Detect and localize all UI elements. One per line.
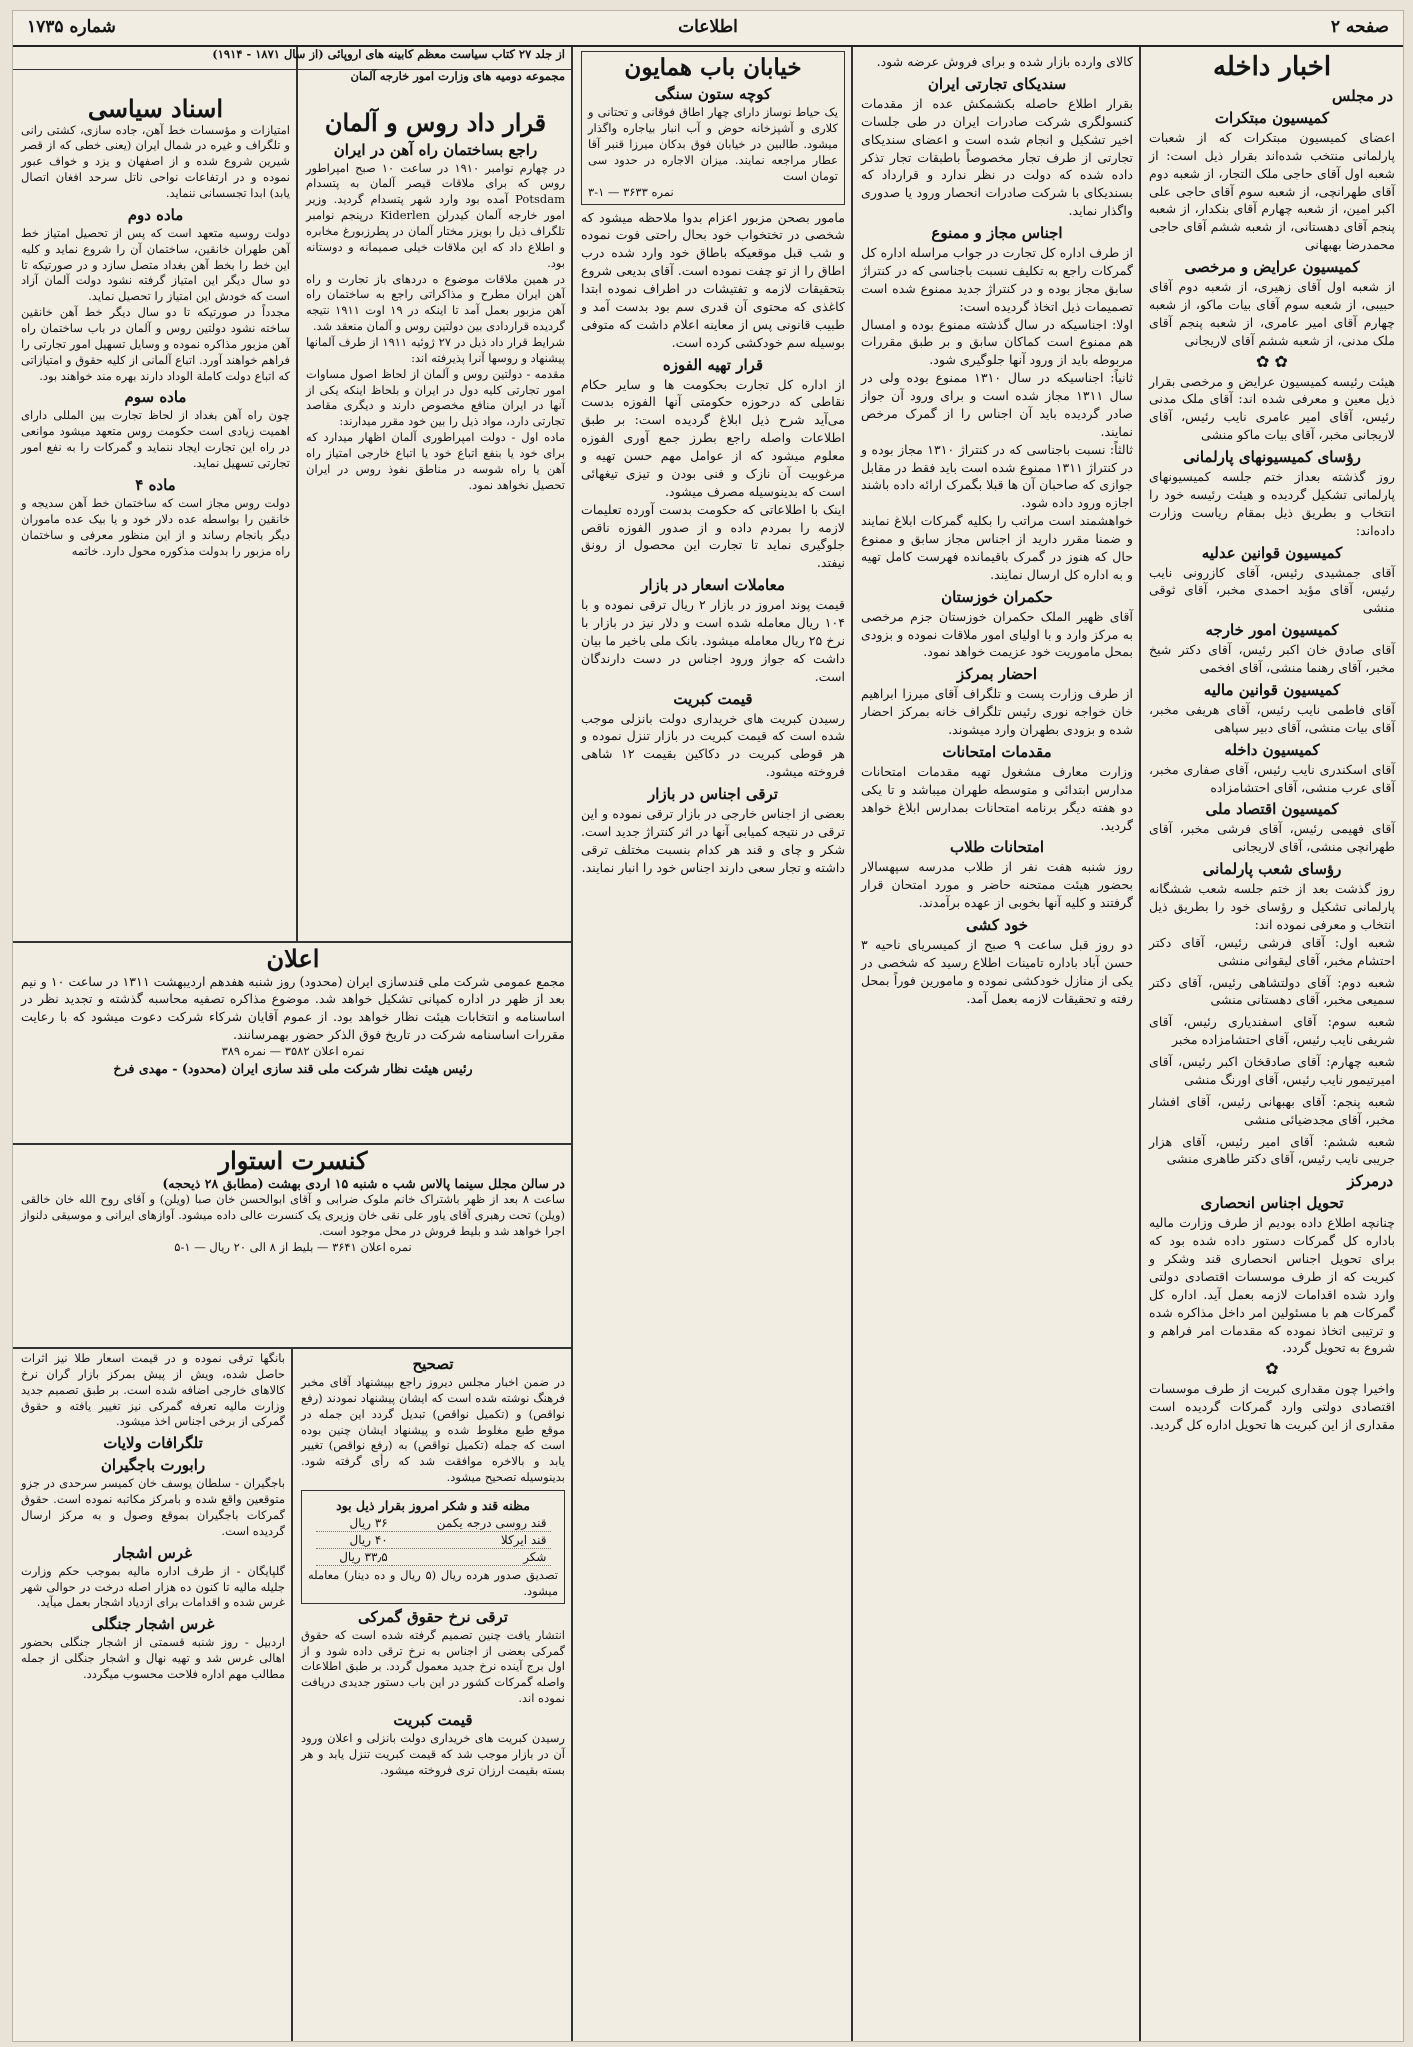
paragraph: باجگیران - سلطان یوسف خان کمیسر سرحدی در جزو متوقعین واقع شده و بامرکز مکاتبه نموده است. حقوق گمرکات باجگیران بموقع وصول و به مرکز ارسال گردیده است. [21,1476,285,1538]
list-item: شعبه پنجم: آقای بهبهانی رئیس، آقای افشار مخبر، آقای مجدضیائی منشی [1149,1093,1395,1127]
paragraph: ثالثاً: نسبت باجناسی که در کنتراژ ۱۳۱۰ مجاز بوده و در کنتراژ ۱۳۱۱ ممنوع شده است باید فقط در مقابل جوازی که صاحبان آن ها قبلا بگمرک ارائه داده باشند اجازه ورود داده شود. [861,441,1133,511]
notice-body: مجمع عمومی شرکت ملی قندسازی ایران (محدود) روز شنبه هفدهم اردیبهشت ۱۳۱۱ در ساعت ۱۰ و نیم بعد از ظهر در اداره کمپانی تشکیل خواهد شد. موضوع مذاکره تصفیه محاسبه گذشته و تجدید نظر در اساسنامه و انتخابات هیئت نظار خواهد بود. از عموم آقایان شرکاء شرکت دعوت میشود که با رعایت مقررات اساسنامه شرکت در تاریخ فوق الذکر حضور بهمرسانند. [21,973,565,1043]
house-rent-ad [581,51,845,205]
notice-sugar-company [15,945,571,1141]
paragraph: واخیرا چون مقداری کبریت از طرف موسسات اقتصادی دولتی وارد گمرکات گردیده است مقداری از این کبریت ها تحویل اداره کل گردید. [1149,1381,1395,1433]
paragraph: بقرار اطلاع حاصله بکشمکش عده از مقدمات کنسولگری شرکت صادرات ایران در طی جلسات اخیر تشکیل و انجام شده است و اعضای سندیکای تجارتی از طرف تجار مخصوصاً باطبقات تجار تذکر داده شده که دولت در نظر ندارد و قرارداد که بسندیکای با شرکت صادرات انحصار ورود یا صدوری واگذار نماید. [861,95,1133,219]
column-rule [291,1349,293,2041]
list-item: شعبه دوم: آقای دولتشاهی رئیس، آقای دکتر سمیعی مخبر، آقای دهستانی منشی [1149,974,1395,1008]
paragraph: آقای صادق خان اکبر رئیس، آقای دکتر شیخ مخبر، آقای رهنما منشی، آقای افخمی [1149,642,1395,676]
heading: کمیسیون عرایض و مرخصی [1184,258,1360,277]
heading: خود کشی [966,916,1028,934]
heading: احضار بمرکز [956,665,1038,684]
list-item: شعبه ششم: آقای امیر رئیس، آقای هزار جریبی نایب رئیس، آقای دکتر طاهری منشی [1149,1133,1395,1167]
heading: کمیسیون امور خارجه [1205,621,1339,640]
paragraph: آقای فاطمی نایب رئیس، آقای هریفی مخبر، آقای بیات منشی، آقای دبیر سپاهی [1149,701,1395,735]
heading: کمیسیون اقتصاد ملی [1205,800,1339,819]
paragraph: دولت روسیه متعهد است که پس از تحصیل امتیاز خط آهن طهران خانقین، ساختمان آن را شروع نماید و کلیه این خط را بخط آهن بغداد متصل سازد و در صورتیکه تا دو سال دیگر این امتیاز گرفته نشود دولت آلمان آزاد است که خودش این امتیاز را تحصیل نماید. [21,225,290,304]
paragraph: خواهشمند است مراتب را بکلیه گمرکات ابلاغ نمایند و ضمنا مقرر دارید از اجناس مجاز سابق و ممنوع حال که هنوز در گمرک باقیمانده فهرست کامل تهیه و به اداره کل ارسال نمایند. [861,513,1133,582]
list-item: شعبه چهارم: آقای صادقخان اکبر رئیس، آقای امیرتیمور نایب رئیس، آقای اورنگ منشی [1149,1054,1395,1087]
paragraph: قیمت پوند امروز در بازار ۲ ریال ترقی نموده و با ۱۰۴ ریال معامله شده است و دلار نیز در بازار با نرخ ۲۵ ریال معامله میشود. بانک ملی باخیر ما بیان داشت که جواز ورود اجناس در دست دارندگان است. [581,597,845,684]
ornament-icon: ✿ ✿ [1256,351,1288,371]
heading: غرس اشجار [114,1543,192,1562]
paragraph: اینک با اطلاعاتی که حکومت بدست آورده تعلیمات لازمه را بمردم داده و از صدور الفوزه ناقص جلوگیری نماید تا تجارت این محصول از رونق نیفتد. [581,501,845,571]
section-rule [13,1143,571,1145]
paragraph: انتشار یافت چنین تصمیم گرفته شده است که حقوق گمرکی بعضی از اجناس به نرخ ترقی داده شود و از اول برج آینده نرخ جدید معمول گردد. بر طبق اطلاعات واصله گمرکات کشور در این باب دستور جدیدی دریافت نموده اند. [301,1627,565,1706]
paragraph: آقای جمشیدی رئیس، آقای کازرونی نایب رئیس، آقای مؤید احمدی مخبر، آقای ثوقی منشی [1149,564,1395,616]
price-table [316,1515,551,1566]
newspaper-page [12,10,1404,2042]
heading: رؤسای شعب پارلمانی [1202,860,1342,879]
concert-body: ساعت ۸ بعد از ظهر باشتراک خانم ملوک ضرابی و آقای ابوالحسن خان صبا (ویلن) و آقای روح الله خان خالقی (ویلن) تحت رهبری آقای یاور علی نقی خان وزیری یک کنسرت عالی داده میشود. آوازهای ایرانی و موسیقی دلنواز اجرا خواهد شد و بلیط فروش در محل موجود است. [21,1192,566,1239]
paragraph: بعضی از اجناس خارجی در بازار ترقی نموده و این ترقی در نتیجه کمیابی آنها در اثر کنتراژ جدید است. شکر و چای و قند هر کدام بنسبت مختلف ترقی داشته و تجار سعی دارند اجناس خود را انبار نمایند. [581,806,845,875]
paper-name: اطلاعات [678,17,738,37]
paragraph: از اداره کل تجارت بحکومت ها و سایر حکام نقاطی که درحوزه حکومتی آنها الفوزه بدست می‌آید شرح ذیل ابلاغ گردیده است: بر طبق اطلاعات واصله راجع بطرز جمع آوری الفوزه معلوم میشود که از عوامل مهم حسن تهیه و مرغوبیت آن نازک و فنی بودن و تیزی تیغهائی است که بدینوسیله مصرف میشود. [581,376,845,499]
ad-body: یک حیاط نوساز دارای چهار اطاق فوقانی و تحتانی و کلاری و آشپزخانه حوض و آب انبار بیاجاره واگذار میشود. طالبین در خیابان فوق بدکان میرزا قنبر آقا عطار مراجعه نمایند. میزان الاجاره در حدود سی تومان است [588,105,838,183]
heading: تصحیح [412,1355,454,1373]
paragraph: از طرف وزارت پست و تلگراف آقای میرزا ابراهیم خان خواجه نوری رئیس تلگراف خانه بمرکز احضار شده و بزودی بطهران وارد میشوند. [861,686,1133,737]
paragraph: آقای فهیمی رئیس، آقای فرشی مخبر، آقای طهرانچی منشی، آقای لاریجانی [1149,821,1395,855]
paragraph: در چهارم نوامبر ۱۹۱۰ در ساعت ۱۰ صبح امپراطور روس که برای ملاقات قیصر آلمان به پتسدام Potsdam آمده بود وارد شهر پتسدام گردید. وزیر امور خارجه آلمان کیدرلن Kiderlen درپنجم نوامبر تلگراف ذیل را بویزر مختار آلمان در پطرزبورغ مخابره و اطلاع داد که این ملاقات خیلی صمیمانه و دوستانه بود. [306,160,566,270]
heading: ماده سوم [124,388,187,407]
paragraph: مامور بصحن مزبور اعزام بدوا ملاحظه میشود که شخصی در تختخواب خود بحال راحتی فوت نموده و شب قبل موقعیکه باطاق خود وارد شده درب اطاق را از تو چفت نموده است. آقای بدیعی شروع بتحقیقات لازمه و تفتیشات در اطراف نموده ابتدا کاغذی که محتوی آن قدری سم بود بدست آمد و طبیب قانونی پس از معاینه اعلام داشت که متوفی بوسیله سم خودکشی کرده است. [581,209,845,350]
heading: ترقی نرخ حقوق گمرکی [358,1607,508,1626]
paragraph: آقای ظهیر الملک حکمران خوزستان جزم مرخصی به مرکز وارد و با اولیای امور ملاقات نموده و بزودی بمحل ماموریت خود عزیمت خواهد نمود. [861,608,1133,660]
paragraph: دو روز قبل ساعت ۹ صبح از کمیسریای ناحیه ۳ حسن آباد باداره تامینات اطلاع رسید که شخصی در یکی از منازل خودکشی نموده و مامورین فوراً بمحل رفته و تحقیقات لازمه بعمل آمد. [861,937,1134,1006]
column-rule [571,47,573,2041]
price-item: قند ایرکلا [392,1532,551,1549]
paragraph: وزارت معارف مشغول تهیه مقدمات امتحانات مدارس ابتدائی و متوسطه طهران میباشد و تا یکی دو هفته دیگر برنامه امتحانات بمدارس ابلاغ خواهد گردید. [861,763,1133,833]
price-box-title: مظنه قند و شکر امروز بقرار ذیل بود [336,1498,530,1514]
paragraph: بانگها ترقی نموده و در قیمت اسعار طلا نیز اثرات حاصل شده، ویش از پیش بمرکز بازار گران نرخ کالاهای خارجی اضافه شده است. بر طبق تصمیم جدید وزارت مالیه تعرفه گمرکی نیز تغییر یافته و حقوق گمرکی از برخی اجناس اخذ میشود. [21,1351,285,1429]
paragraph: چنانچه اطلاع داده بودیم از طرف وزارت مالیه باداره کل گمرکات دستور داده شده بود که برای تحویل اجناس انحصاری قند وشکر و کبریت که از طرف موسسات اقتصادی دولتی وارد شده اقدامات لازمه بعمل آید. اداره کل گمرکات هم با مسئولین امر داخل مذاکره شده و ترتیبی اتخاذ نموده که مقدمات امر فراهم و شروع به تحویل گردد. [1149,1215,1395,1356]
heading: رؤسای کمیسیونهای پارلمانی [1183,448,1361,467]
paragraph: مقدمه - دولتین روس و آلمان از لحاظ اصول مساوات امور تجارتی کلیه دول در ایران و بلحاظ اینکه یکی از آنها در ایران منافع مخصوص دارند و دیگری مقاصد تجارتی دارد، مواد ذیل را بین خود مقرر میدارند: [306,366,565,429]
paragraph: ثانیاً: اجناسیکه در سال ۱۳۱۰ ممنوع بوده ولی در سال ۱۳۱۱ مجاز شده است و برای ورود آن جواز صادر گردیده باید آن اجناس را از گمرک مرخص نمایند. [861,370,1134,439]
heading: کمیسیون قوانین عدلیه [1201,543,1343,562]
paragraph: رسیدن کبریت های خریداری دولت بانزلی موجب شده است که قیمت کبریت در بازار تنزل نموده و هر قوطی کبریت در دکاکین بقیمت ۱۲ شاهی فروخته میشود. [581,710,845,780]
paragraph: روز گذشت بعد از ختم جلسه شعب ششگانه پارلمانی تشکیل و رؤسای خود را بطریق ذیل انتخاب و معرفی نموده اند: [1149,881,1395,932]
list-item: شعبه سوم: آقای اسفندیاری رئیس، آقای شریفی نایب رئیس، آقای احتشامزاده مخبر [1149,1014,1395,1048]
table-row [316,1515,551,1532]
paragraph: روز شنبه هفت نفر از طلاب مدرسه سپهسالار بحضور هیئت ممتحنه حاضر و مورد امتحان قرار گرفتند و کلیه آنها بخوبی از عهده برآمدند. [861,859,1133,911]
series-header [13,47,571,70]
column-rule [851,47,853,2041]
heading: مقدمات امتحانات [942,742,1052,761]
series-top: از جلد ۲۷ کتاب سیاست معظم کابینه های اروپائی (از سال ۱۸۷۱ - ۱۹۱۴) [212,47,565,61]
column-provinces [15,1351,291,2041]
list-item: شعبه اول: آقای فرشی رئیس، آقای دکتر احتشام مخبر، آقای لیقوانی منشی [1149,934,1395,968]
heading: قرار تهیه الفوزه [662,355,764,374]
paragraph: از شعبه اول آقای زهیری، از شعبه دوم آقای حبیبی، از شعبه سوم آقای بیات ماکو، از شعبه چهارم آقای امیر عامری، از شعبه پنجم آقای ملک مدنی، از شعبه ششم آقای لاریجانی [1149,279,1395,348]
heading: قیمت کبریت [673,689,753,708]
price-value: ۴۰ ریال [316,1532,392,1549]
heading: سندیکای تجارتی ایران [927,74,1067,93]
article-title: اسناد سیاسی [87,94,224,123]
paragraph: ماده اول - دولت امپراطوری آلمان اظهار میدارد که برای خود یا بنفع اتباع خود یا اتباع خارجی امتیاز راه آهن یا راه شوسه در مناطق نفوذ روس در ایران تحصیل نخواهد نمود. [306,430,565,492]
heading: قیمت کبریت [393,1711,473,1730]
series-label: مجموعه دومیه های وزارت امور خارجه آلمان [350,69,565,83]
paragraph: دولت روس مجاز است که ساختمان خط آهن سدیجه و خانقین را بواسطه عده دلار خود و یا بیک عده ماموران دیگر بانجام رساند و از این منظور معرفی و ساختمان راه مزبور را بدولت مذکوره محول دارد. خاتمه [21,495,290,558]
column-rule [1139,47,1141,2041]
heading: غرس اشجار جنگلی [91,1615,215,1634]
paragraph: گلپایگان - از طرف اداره مالیه بموجب حکم وزارت جلیله مالیه تا کنون ده هزار اصله درخت در حوالی شهر غرس شده و اقدامات برای ازدیاد اشجار بعمل میآید. [21,1563,285,1610]
paragraph: کالای وارده بازار شده و برای فروش عرضه شود. [876,54,1133,69]
branch-list [1149,934,1395,1169]
heading: کمیسیون قوانین مالیه [1203,680,1341,699]
paragraph: در همین ملاقات موضوع ه دردهای باز تجارت و راه آهن ایران مطرح و مذاکراتی راجع به ساختمان راه آهن مزبور بعمل آمد تا اینکه در ۱۹ اوت ۱۹۱۱ نتیجه گردیده قراردادی بین دولتین روس و آلمان منعقد شد. [306,271,566,334]
paragraph: چون راه آهن بغداد از لحاظ تجارت بین المللی دارای اهمیت زیادی است حکومت روس متعهد میشود موانعی در راه این تجارت ایجاد ننماید و گمرکات را به نفع امور تجارتی تسهیل نماید. [21,408,290,471]
column-correction-prices [295,1351,571,2041]
column-trade-news [855,47,1139,2041]
section-title: اخبار داخله [1212,52,1332,82]
heading: رابورت باجگیران [100,1456,206,1475]
masthead [13,11,1403,47]
ad-subtitle: کوچه ستون سنگی [654,85,772,104]
table-row [316,1532,551,1549]
concert-lead: در سالن مجلل سینما پالاس شب ه شنبه ۱۵ اردی بهشت (مطابق ۲۸ ذیحجه) [162,1175,565,1191]
ornament-icon: ✿ [1265,1359,1279,1379]
column-political-documents [15,91,296,941]
heading: حکمران خوزستان [941,587,1053,606]
heading: ترقی اجناس در بازار [648,785,778,804]
paragraph: امتیازات و مؤسسات خط آهن، جاده سازی، کشتی رانی و تلگراف و غیره در شمال ایران (یعنی خطی که از قصر شیرین شروع شده و از اصفهان و یزد و خواف عبور نموده و در ارتفاعات نواحی ناتل سرحد افغان اتصال یابد) ابدا تجسسانی ننماید. [21,122,290,201]
issue-label: شماره ۱۷۳۵ [27,17,116,37]
series-label-row [13,69,571,89]
ad-number: نمره ۳۶۳۳ — ۱-۳ [588,184,674,199]
paragraph: هیئت رئیسه کمیسیون عرایض و مرخصی بقرار ذیل معین و معرفی شده اند: آقای ملک مدنی رئیس، آقای امیر عامری نایب رئیس، آقای لاریجانی مخبر، آقای بیات ماکو منشی [1149,373,1395,443]
heading: ماده دوم [127,205,184,224]
notice-title: اعلان [266,945,320,973]
paragraph: اولا: اجناسیکه در سال گذشته ممنوع بوده و امسال هم ممنوع است کماکان سابق و بر طبق مقررات مربوطه باید از ورود آنها جلوگیری شود. [861,316,1133,368]
section-rule [13,941,571,943]
paragraph: از طرف اداره کل تجارت در جواب مراسله اداره کل گمرکات راجع به تکلیف نسبت باجناسی که در کنتراژ سابق مجاز بوده و در کنتراژ جدید ممنوع شده است تصمیمات ذیل اتخاذ گردیده است: [861,245,1133,314]
paragraph: در ضمن اخبار مجلس دیروز راجع بپیشنهاد آقای مخبر فرهنگ نوشته شده است که ایشان پیشنهاد نمودند (رفع نواقص) و (تکمیل نواقص) تبدیل گردد این جمله در موقع طبع مغلوط شده و پیشنهاد ایشان چنین بوده است که جمله (تکمیل نواقص) به (رفع نواقص) تغییر یابد و بالاخره موافقت شد که رأی گرفته شود. بدینوسیله تصحیح میشود. [301,1375,565,1485]
column-internal-news [1143,47,1401,2041]
paragraph: مجدداً در صورتیکه تا دو سال دیگر خط آهن خانقین ساخته نشود دولتین روس و آلمان در باب ساختمان راه آهن مزبور مذاکره نموده و وسایل تسهیل امور تجارتی را فراهم خواهند آورد. اتباع آلمانی از کلیه حقوق و امتیازاتی که اتباع دولت کاملة الوداد دارند بهره مند خواهند بود. [21,305,290,383]
column-rule [296,47,298,941]
concert-title: کنسرت استوار [218,1147,368,1175]
paragraph: رسیدن کبریت های خریداری دولت بانزلی و اعلان ورود آن در بازار موجب شد که قیمت کبریت تنزل یابد و هر بسته بقیمت ارزان تری فروخته میشود. [301,1731,565,1777]
heading: درمرکز [1347,1172,1393,1191]
article-subtitle: راجع بساختمان راه آهن در ایران [333,140,538,159]
heading: تلگرافات ولایات [103,1434,203,1453]
article-title: قرار داد روس و آلمان [324,108,547,137]
ad-title: خیابان باب همایون [624,54,802,81]
heading: امتحانات طلاب [949,838,1045,857]
price-item: قند روسی درجه یکمن [392,1515,551,1532]
price-item: شکر [392,1549,551,1566]
sugar-price-box [301,1490,565,1604]
paragraph: آقای اسکندری نایب رئیس، آقای صفاری مخبر، آقای عرب منشی، آقای احتشامزاده [1149,761,1395,795]
price-value: ۳۶ ریال [316,1515,392,1532]
concert-ad [15,1147,571,1345]
notice-signature: رئیس هیئت نظار شرکت ملی قند سازی ایران (محدود) - مهدی فرخ [113,1060,473,1076]
column-market-news [575,47,851,2041]
concert-number: نمره اعلان ۳۶۴۱ — بلیط از ۸ الی ۲۰ ریال — ۱-۵ [174,1240,412,1255]
heading: معاملات اسعار در بازار [641,576,785,595]
section-subtitle: در مجلس [1332,86,1393,105]
heading: اجناس مجاز و ممنوع [931,224,1063,242]
table-row [316,1549,551,1566]
paragraph: اعضای کمیسیون مبتکرات که از شعبات پارلمانی منتخب شده‌اند بقرار ذیل است: از شعبه اول آقای حاجی ملک التجار، از شعبه دوم آقای طهرانچی، از شعبه سوم آقای حاجی علی اکبر امین، از شعبه چهارم آقای بنکدار، از شعبه پنجم آقای دهستانی، از شعبه ششم آقای حاجی محمدرضا بهبهانی [1149,129,1395,253]
price-value: ۳۳٫۵ ریال [316,1549,392,1566]
heading: ماده ۴ [135,475,176,494]
page-label: صفحه ۲ [1330,17,1389,37]
price-note: تصدیق صدور هرده ریال (۵ ریال و ده دینار) معامله میشود. [308,1568,558,1598]
column-russia-germany-treaty [300,91,571,941]
paragraph: روز گذشته بعداز ختم جلسه کمیسیونهای پارلمانی تشکیل گردیده و هیئت رئیسه خود را انتخاب و بطریق ذیل بمقام ریاست وزارت داده‌اند: [1149,469,1395,538]
heading: کمیسیون مبتکرات [1214,108,1330,127]
heading: تحویل اجناس انحصاری [1200,1194,1344,1213]
paragraph: اردبیل - روز شنبه قسمتی از اشجار جنگلی بحضور اهالی غرس شد و تهیه نهال و اشجار جنگلی از جمله مطالب مهم اداره فلاحت محسوب میگردد. [21,1635,285,1682]
heading: کمیسیون داخله [1224,740,1320,759]
paragraph: شرایط قرار داد ذیل در ۲۷ ژوئیه ۱۹۱۱ از طرف آلمانها پیشنهاد و روسها آنرا پذیرفته اند: [306,335,565,365]
notice-number: نمره اعلان ۳۵۸۲ — نمره ۳۸۹ [221,1044,365,1059]
